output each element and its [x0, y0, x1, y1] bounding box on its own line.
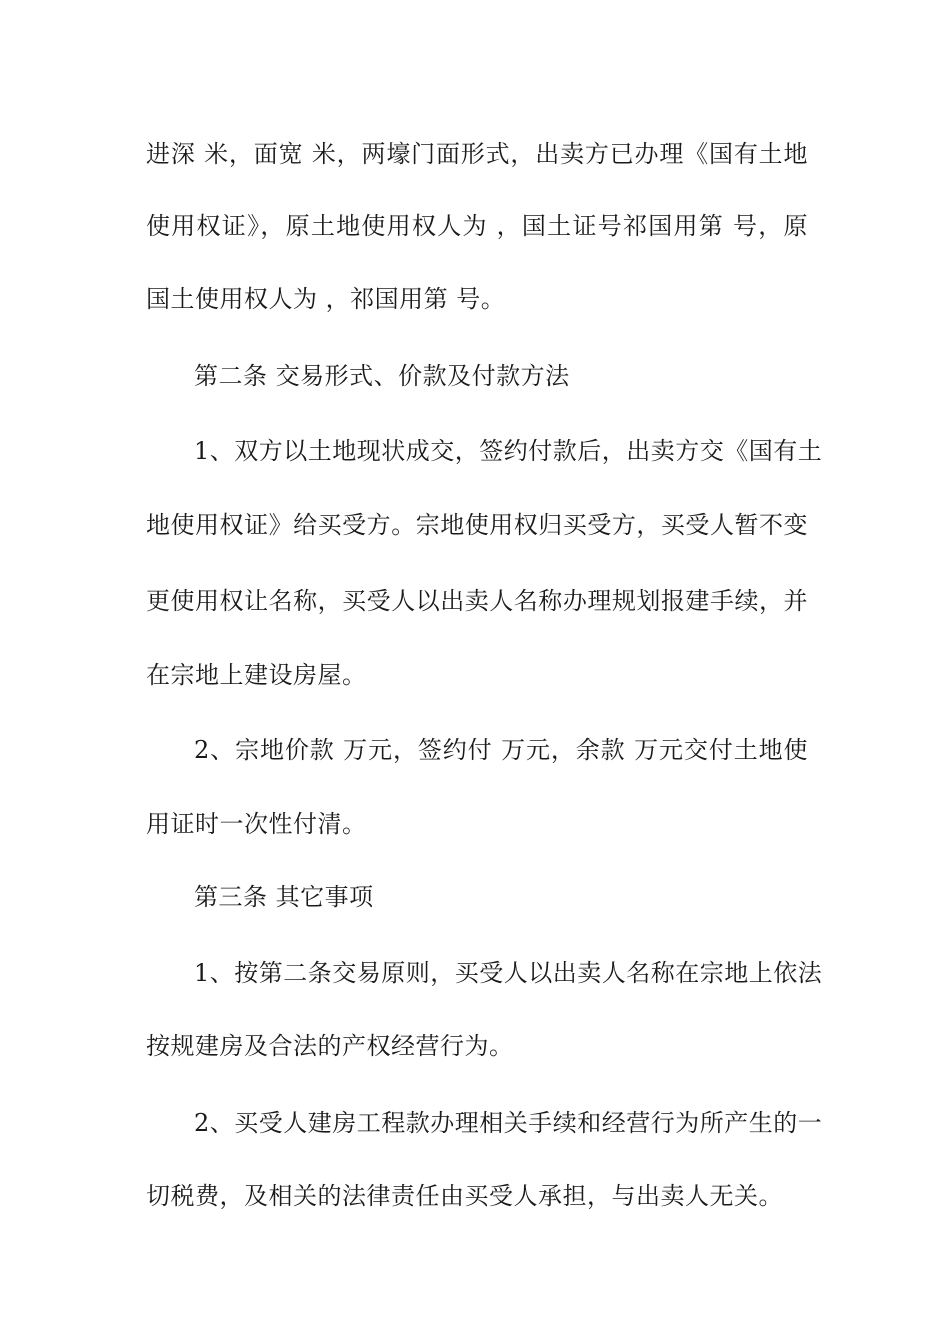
paragraph-line: 1、按第二条交易原则，买受人以出卖人名称在宗地上依法: [194, 959, 823, 987]
paragraph-line: 使用权证》，原土地使用权人为 ，国土证号祁国用第 号，原: [146, 212, 808, 240]
paragraph-line: 按规建房及合法的产权经营行为。: [146, 1032, 514, 1060]
paragraph-line: 更使用权让名称，买受人以出卖人名称办理规划报建手续，并: [146, 587, 808, 615]
paragraph-line: 在宗地上建设房屋。: [146, 661, 367, 689]
paragraph-line: 2、买受人建房工程款办理相关手续和经营行为所产生的一: [194, 1109, 823, 1137]
paragraph-line: 用证时一次性付清。: [146, 810, 367, 838]
section-heading: 第三条 其它事项: [194, 883, 374, 911]
paragraph-line: 2、宗地价款 万元，签约付 万元，余款 万元交付土地使: [194, 736, 808, 764]
paragraph-line: 1、双方以土地现状成交，签约付款后，出卖方交《国有土: [194, 437, 823, 465]
paragraph-line: 国土使用权人为 ，祁国用第 号。: [146, 285, 506, 313]
section-heading: 第二条 交易形式、价款及付款方法: [194, 362, 570, 390]
paragraph-line: 地使用权证》给买受方。宗地使用权归买受方，买受人暂不变: [146, 511, 808, 539]
paragraph-line: 进深 米，面宽 米，两壕门面形式，出卖方已办理《国有土地: [146, 140, 808, 168]
paragraph-line: 切税费，及相关的法律责任由买受人承担，与出卖人无关。: [146, 1182, 783, 1210]
